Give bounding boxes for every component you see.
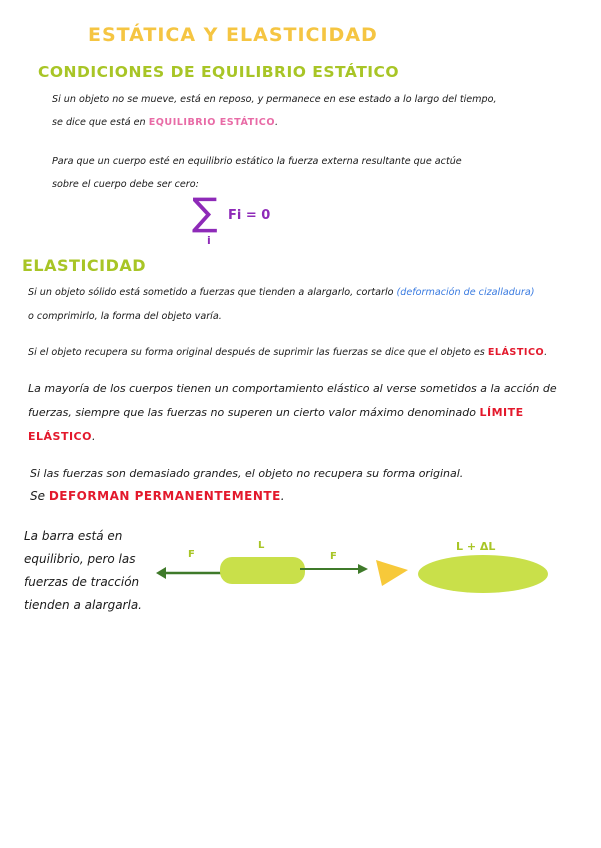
punctuation: .: [544, 347, 548, 358]
paragraph-text: se dice que está en: [52, 117, 146, 128]
paragraph-line: Si las fuerzas son demasiado grandes, el objeto no recupera su forma original.: [30, 467, 464, 480]
caption-line: tienden a alargarla.: [24, 598, 142, 612]
punctuation: .: [280, 489, 285, 503]
punctuation: .: [274, 117, 279, 128]
paragraph-line: sobre el cuerpo debe ser cero:: [52, 179, 199, 190]
paragraph-line: o comprimirlo, la forma del objeto varía.: [28, 311, 222, 322]
paren-note: (deformación de cizalladura): [396, 287, 535, 298]
caption-line: La barra está en: [24, 529, 123, 543]
paragraph-line: [28, 286, 534, 299]
paragraph-text: Si un objeto sólido está sometido a fuerzas que tienden a alargarlo, cortarlo: [28, 287, 394, 298]
left-arrow-head: [156, 567, 166, 579]
paragraph-text: Si el objeto recupera su forma original después de suprimir las fuerzas se dice que el objeto es: [28, 347, 485, 358]
label-force-left: F: [188, 549, 195, 560]
page-title: ESTÁTICA Y ELASTICIDAD: [88, 24, 378, 46]
bar-original: [220, 557, 305, 584]
highlight-equilibrio-estatico: EQUILIBRIO ESTÁTICO: [148, 117, 275, 128]
paragraph-text: Se: [30, 489, 45, 503]
paragraph-line: Para que un cuerpo esté en equilibrio estático la fuerza externa resultante que actúe: [52, 156, 462, 167]
paragraph-line: Si un objeto no se mueve, está en reposo, y permanece en ese estado a lo largo del tiempo,: [52, 94, 497, 105]
caption-line: equilibrio, pero las: [24, 552, 136, 566]
label-force-right: F: [330, 551, 337, 562]
paragraph-line: [30, 489, 285, 503]
highlight-limite: LÍMITE: [479, 406, 524, 419]
highlight-deforman: DEFORMAN PERMANENTEMENTE: [48, 489, 281, 503]
transition-triangle: [376, 560, 408, 586]
highlight-elastico: ELÁSTICO: [487, 347, 545, 358]
paragraph-text: fuerzas, siempre que las fuerzas no superen un cierto valor máximo denominado: [28, 406, 476, 419]
formula-subscript: i: [207, 234, 211, 247]
paragraph-line: [52, 116, 278, 129]
right-arrow-head: [358, 564, 368, 574]
paragraph-line: [28, 430, 95, 443]
paragraph-line: [28, 346, 547, 359]
punctuation: .: [91, 430, 96, 443]
highlight-elastico-2: ELÁSTICO: [28, 430, 92, 443]
section-heading-equilibrium: CONDICIONES DE EQUILIBRIO ESTÁTICO: [38, 63, 400, 81]
bar-diagram: [150, 530, 590, 610]
caption-line: fuerzas de tracción: [24, 575, 140, 589]
label-length-delta: L + ΔL: [456, 540, 496, 553]
bar-stretched: [418, 555, 548, 593]
section-heading-elasticity: ELASTICIDAD: [22, 256, 147, 275]
sigma-symbol: ∑: [192, 190, 218, 234]
paragraph-line: La mayoría de los cuerpos tienen un comportamiento elástico al verse sometidos a la acción de: [28, 382, 557, 395]
diagram-caption: [24, 525, 142, 617]
paragraph-line: [28, 406, 524, 419]
label-length: L: [258, 540, 265, 551]
formula-expression: Fi = 0: [228, 208, 271, 223]
